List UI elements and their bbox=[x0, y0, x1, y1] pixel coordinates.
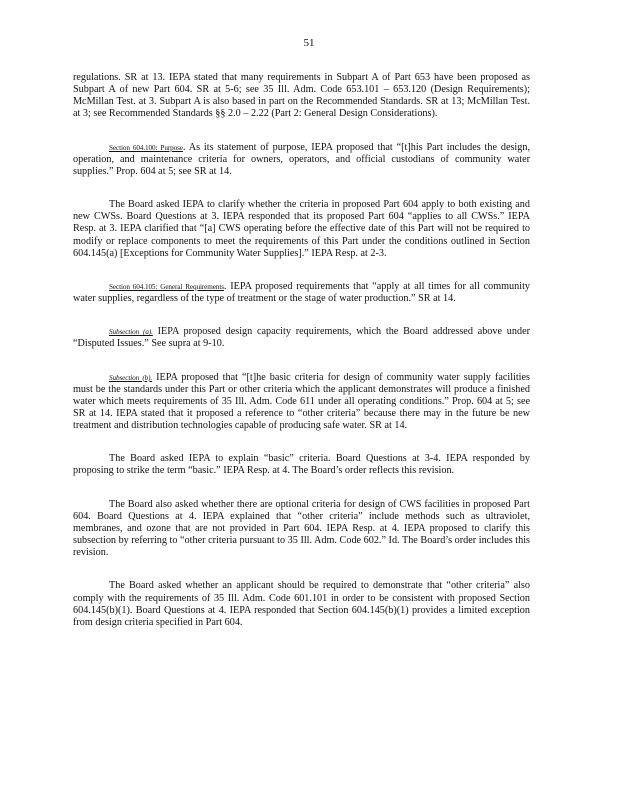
paragraph-8: The Board also asked whether there are optional criteria for design of CWS facilities in proposed Part 604. Board Questions at 4. IEPA explained that “other criteria” include methods such as ultraviolet, membranes, and ozone that are not provided in Part 604. IEPA Resp. at 4. IEPA proposed to clarify this subsection by referring to “other criteria pursuant to 35 Ill. Adm. Code 602.” Id. The Board’s order includes this revision. bbox=[73, 498, 530, 559]
section-heading-604-105: Section 604.105: General Requirements bbox=[109, 282, 224, 291]
paragraph-text: IEPA proposed design capacity requirements, which the Board addressed above under “Disputed Issues.” See supra at 9-10. bbox=[73, 326, 530, 350]
paragraph-text: . IEPA proposed requirements that “apply at all times for all community water supplies, regardless of the type of treatment or the stage of water production.” SR at 14. bbox=[73, 280, 530, 305]
paragraph-section-604-105 bbox=[73, 281, 530, 305]
paragraph-subsection-b bbox=[73, 372, 530, 433]
paragraph-section-604-100 bbox=[73, 142, 530, 178]
subsection-heading-a: Subsection (a). bbox=[109, 328, 153, 337]
paragraph-3: The Board asked IEPA to clarify whether the criteria in proposed Part 604 apply to both existing and new CWSs. Board Questions at 3. IEPA responded that its proposed Part 604 “applies to all CWSs.” IEPA Resp. at 3. IEPA clarified that “[a] CWS operating before the effective date of this Part will not be required to modify or replace components to meet the requirements of this Part under the conditions outlined in Section 604.145(a) [Exceptions for Community Water Supplies].” IEPA Resp. at 2-3. bbox=[73, 199, 530, 259]
paragraph-text: IEPA proposed that “[t]he basic criteria for design of community water supply facilities must be the standards under this Part or other criteria which the applicant demonstrates will produce a finished water which meets requirements of 35 Ill. Adm. Code 611 under all operating conditions.” Prop. 604 at 5; see SR at 14. IEPA stated that it proposed a reference to “other criteria” because there may in the future be new treatment and distribution technologies capable of producing safe water. SR at 14. bbox=[73, 371, 530, 432]
paragraph-9: The Board asked whether an applicant should be required to demonstrate that “other criteria” also comply with the requirements of 35 Ill. Adm. Code 601.101 in order to be consistent with proposed Section 604.145(b)(1). Board Questions at 4. IEPA responded that Section 604.145(b)(1) provides a limited exception from design criteria specified in Part 604. bbox=[73, 580, 530, 628]
paragraph-1: regulations. SR at 13. IEPA stated that many requirements in Subpart A of Part 653 have been proposed as Subpart A of new Part 604. SR at 5-6; see 35 Ill. Adm. Code 653.101 – 653.120 (Design Requirements); McMillan Test. at 3. Subpart A is also based in part on the Recommended Standards. SR at 13; McMillan Test. at 3; see Recommended Standards §§ 2.0 – 2.22 (Part 2: General Design Considerations). bbox=[73, 72, 530, 120]
subsection-heading-b: Subsection (b). bbox=[109, 373, 153, 382]
page-number: 51 bbox=[303, 37, 315, 49]
paragraph-text: . As its statement of purpose, IEPA proposed that “[t]his Part includes the design, operation, and maintenance criteria for owners, operators, and official custodians of community water supplies.” Prop. 604 at 5; see SR at 14. bbox=[73, 141, 530, 177]
paragraph-subsection-a bbox=[73, 326, 530, 350]
paragraph-7: The Board asked IEPA to explain “basic” criteria. Board Questions at 3-4. IEPA responded by proposing to strike the term “basic.” IEPA Resp. at 4. The Board’s order reflects this revision. bbox=[73, 453, 530, 477]
section-heading-604-100: Section 604.100: Purpose bbox=[109, 143, 183, 152]
document-body bbox=[73, 72, 530, 650]
